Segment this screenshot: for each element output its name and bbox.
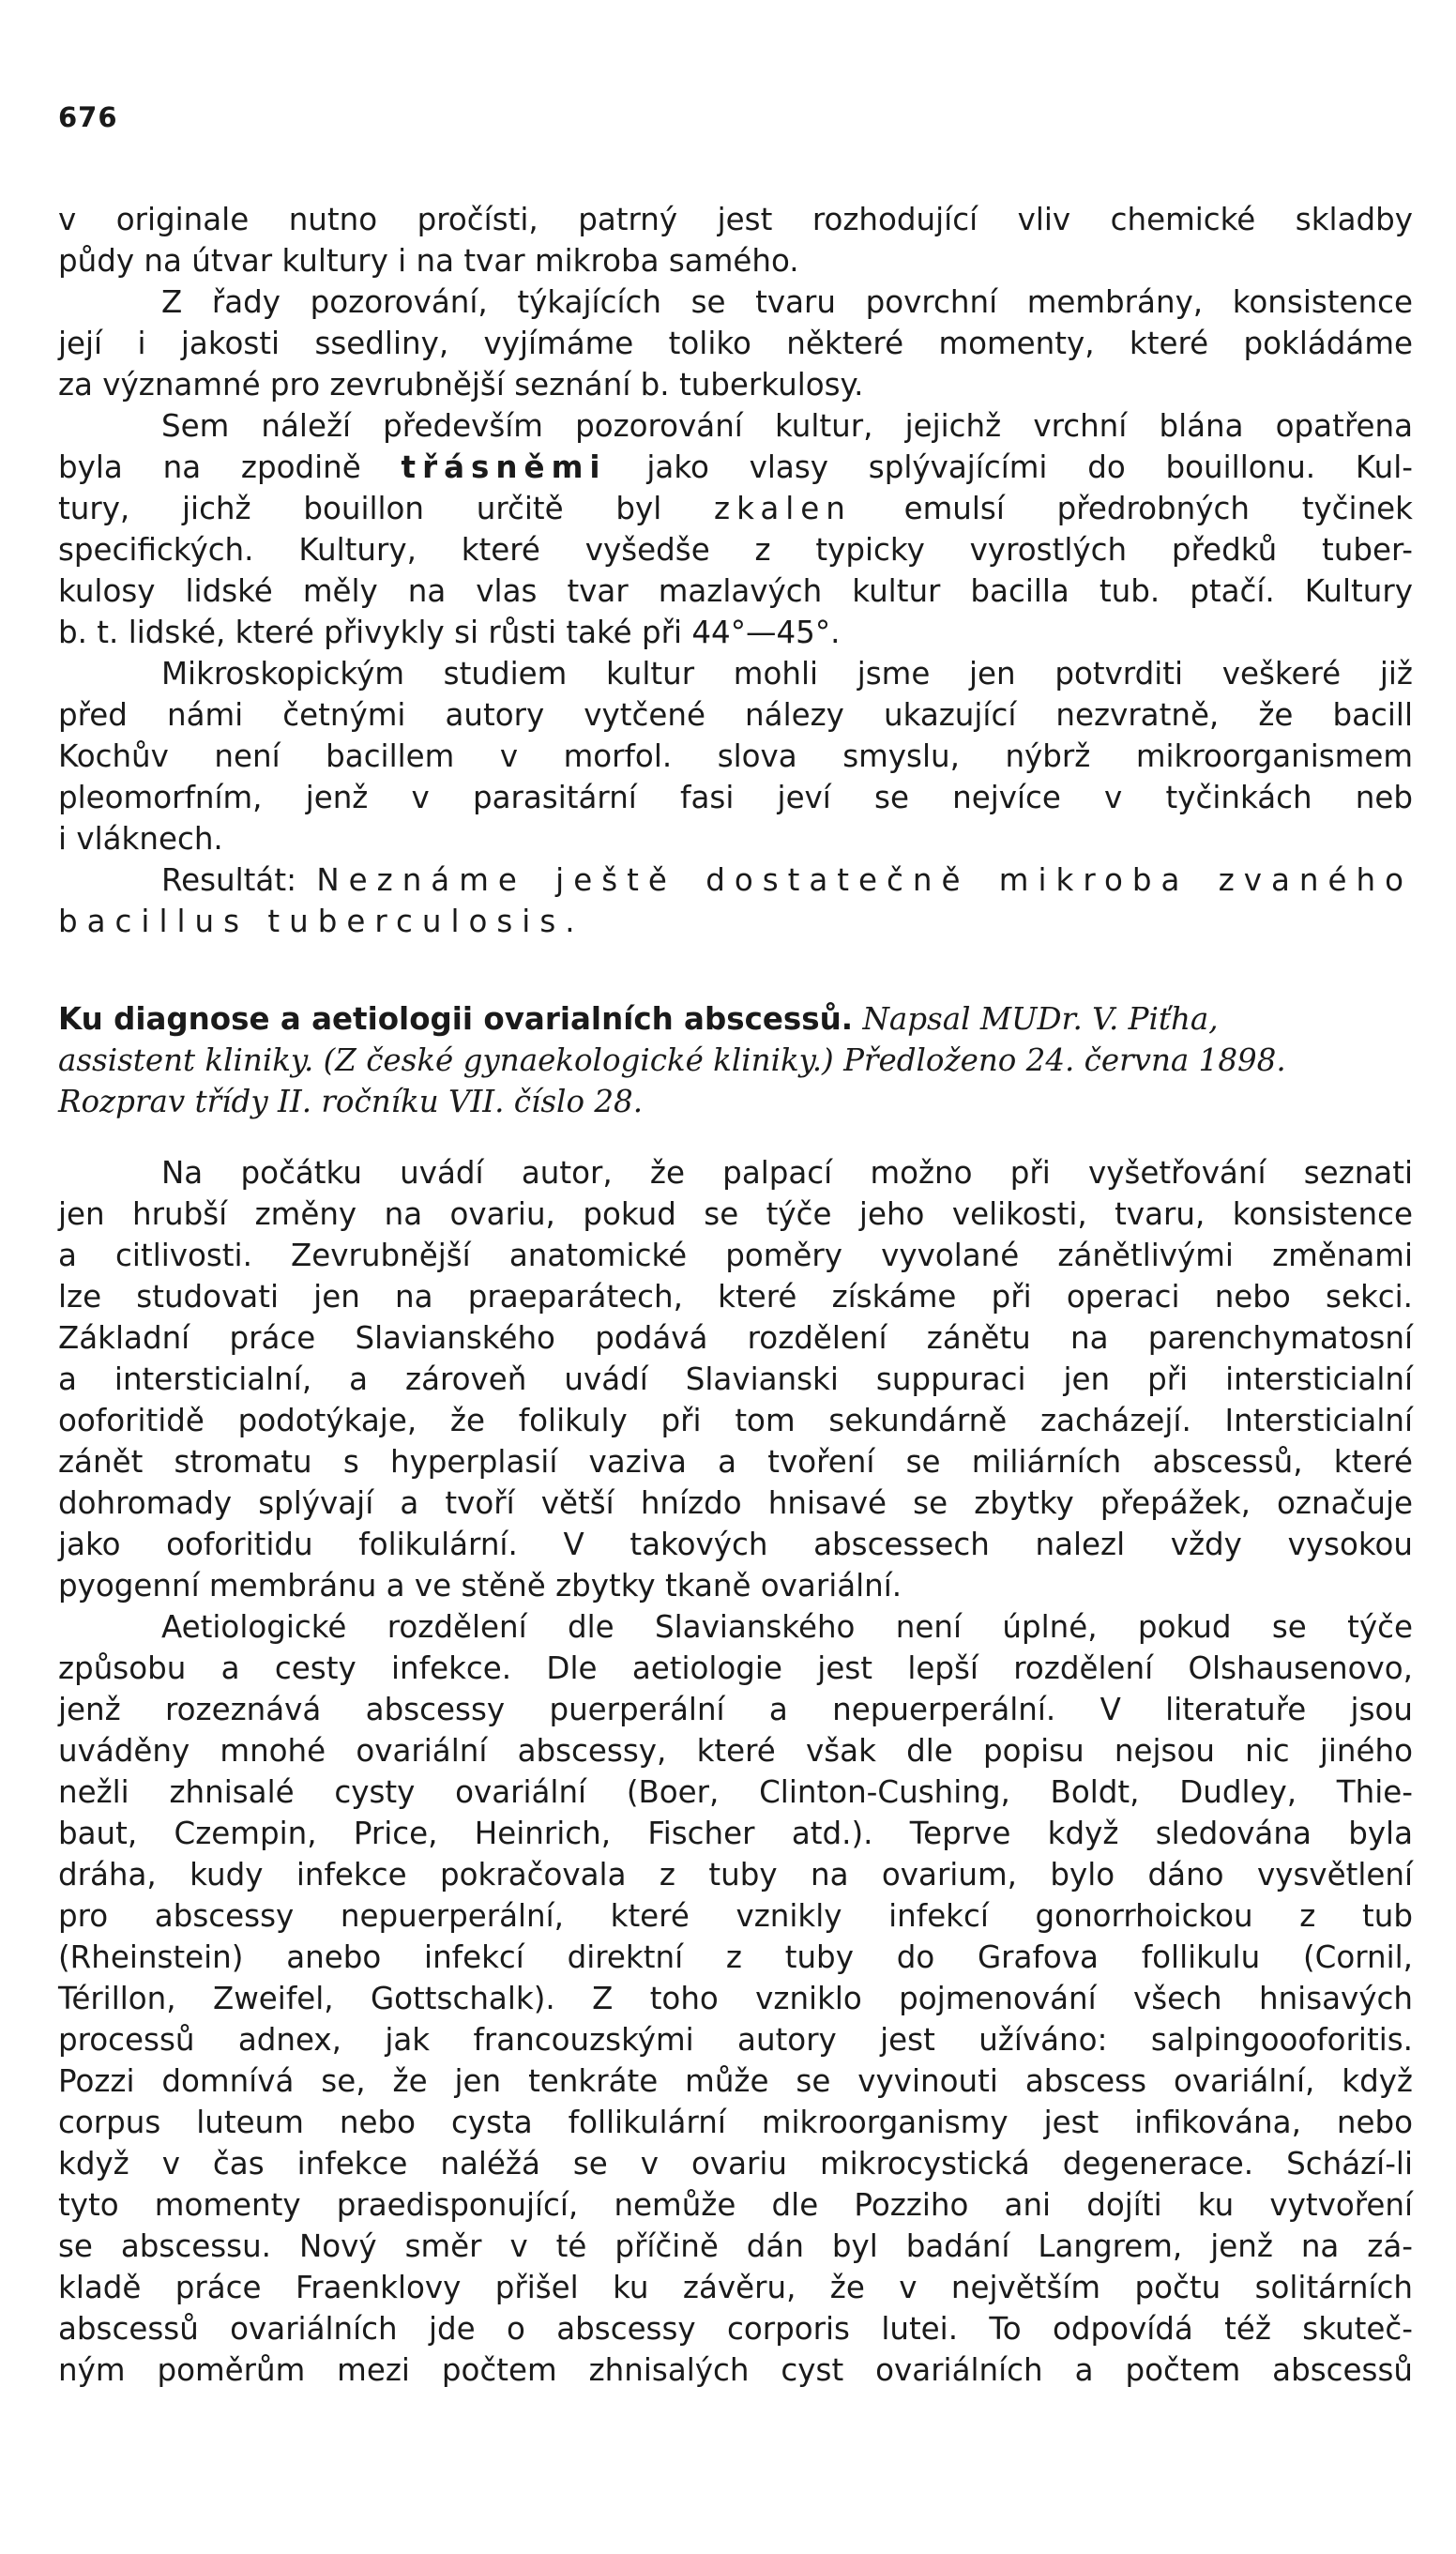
text-fragment: byla na zpodině [58,449,361,485]
text-line: nežli zhnisalé cysty ovariální (Boer, Clinton-Cushing, Boldt, Dudley, Thie- [58,1774,1413,1810]
article-header [58,998,1413,1122]
article-title-line [58,998,1413,1040]
text-fragment: tury, jichž bouillon určitě byl [58,491,662,526]
text-line: jenž rozeznává abscessy puerperální a nepuerperální. V literatuře jsou [58,1692,1413,1727]
text-line [58,488,1413,529]
emphasis-spaced: Neznáme ještě dostatečně mikroba zvaného [316,862,1413,898]
text-line: způsobu a cesty infekce. Dle aetiologie jest lepší rozdělení Olshausenovo, [58,1650,1413,1686]
text-line: abscessů ovariálních jde o abscessy corporis lutei. To odpovídá též skuteč- [58,2311,1413,2347]
text-line: zánět stromatu s hyperplasií vaziva a tvoření se miliárních abscessů, které [58,1444,1413,1480]
text-line: tyto momenty praedisponující, nemůže dle Pozziho ani dojíti ku vytvoření [58,2187,1413,2223]
article-byline: Napsal MUDr. V. Piťha, [862,1001,1219,1037]
text-fragment: emulsí předrobných tyčinek [903,491,1413,526]
text-line: Aetiologické rozdělení dle Slavianského není úplné, pokud se týče [161,1609,1413,1645]
emphasis-spaced: zkalen [714,491,852,526]
text-line: půdy na útvar kultury i na tvar mikroba samého. [58,243,799,279]
text-line: jako ooforitidu folikulární. V takových abscessech nalezl vždy vysokou [58,1527,1413,1562]
text-fragment: jako vlasy splývajícími do bouillonu. Kul- [646,449,1413,485]
text-line: když v čas infekce naléžá se v ovariu mikrocystická degenerace. Schází-li [58,2146,1413,2182]
text-line: její i jakosti ssedliny, vyjímáme toliko některé momenty, které pokládáme [58,326,1413,361]
result-line [58,859,1413,901]
text-line: Mikroskopickým studiem kultur mohli jsme jen potvrditi veškeré již [161,656,1413,692]
text-line: pyogenní membránu a ve stěně zbytky tkaně ovariální. [58,1568,902,1604]
emphasis-spaced: třásněmi [401,449,607,485]
text-line [58,447,1413,488]
text-line: (Rheinstein) anebo infekcí direktní z tuby do Grafova follikulu (Cornil, [58,1939,1413,1975]
article-title: Ku diagnose a aetiologii ovarialních abscessů. [58,1001,854,1037]
text-line: dohromady splývají a tvoří větší hnízdo hnisavé se zbytky přepážek, označuje [58,1485,1413,1521]
text-line: b. t. lidské, které přivykly si růsti také při 44°—45°. [58,615,841,650]
result-line: bacillus tuberculosis. [58,904,584,939]
text-line: kladě práce Fraenklovy přišel ku závěru, že v největším počtu solitárních [58,2270,1413,2305]
text-line: specifických. Kultury, které vyšedše z typicky vyrostlých předků tuber- [58,532,1413,568]
page-number: 676 [58,101,118,133]
text-line: kulosy lidské měly na vlas tvar mazlavých kultur bacilla tub. ptačí. Kultury [58,573,1413,609]
text-line: ným poměrům mezi počtem zhnisalých cyst ovariálních a počtem abscessů [58,2352,1413,2388]
article-byline: assistent kliniky. (Z české gynaekologické kliniky.) Předloženo 24. června 1898. [58,1042,1286,1078]
text-line: baut, Czempin, Price, Heinrich, Fischer atd.). Teprve když sledována byla [58,1816,1413,1851]
text-line: Sem náleží především pozorování kultur, jejichž vrchní blána opatřena [161,408,1413,444]
text-line: Kochův není bacillem v morfol. slova smyslu, nýbrž mikroorganismem [58,738,1413,774]
section-tuberculosis [58,199,1413,942]
text-line: dráha, kudy infekce pokračovala z tuby na ovarium, bylo dáno vysvětlení [58,1857,1413,1893]
text-line: Na počátku uvádí autor, že palpací možno při vyšetřování seznati [161,1155,1413,1191]
text-line: a intersticialní, a zároveň uvádí Slavianski suppuraci jen při intersticialní [58,1361,1413,1397]
text-line: ooforitidě podotýkaje, že folikuly při tom sekundárně zacházejí. Intersticialní [58,1403,1413,1438]
text-line: pleomorfním, jenž v parasitární fasi jeví se nejvíce v tyčinkách neb [58,780,1413,815]
text-line: se abscessu. Nový směr v té příčině dán byl badání Langrem, jenž na zá- [58,2228,1413,2264]
text-line: Pozzi domnívá se, že jen tenkráte může se vyvinouti abscess ovariální, když [58,2063,1413,2099]
text-line: Z řady pozorování, týkajících se tvaru povrchní membrány, konsistence [161,284,1413,320]
text-line: jen hrubší změny na ovariu, pokud se týče jeho velikosti, tvaru, konsistence [58,1196,1413,1232]
text-line: v originale nutno pročísti, patrný jest rozhodující vliv chemické skladby [58,202,1413,237]
text-line: před námi četnými autory vytčené nálezy ukazující nezvratně, že bacill [58,697,1413,733]
text-line: i vláknech. [58,821,223,857]
text-line: uváděny mnohé ovariální abscessy, které však dle popisu nejsou nic jiného [58,1733,1413,1769]
text-line: lze studovati jen na praeparátech, které získáme při operaci nebo sekci. [58,1279,1413,1315]
result-label: Resultát: [161,862,297,898]
section-ovarial-abscess [58,1152,1413,2391]
text-line: a citlivosti. Zevrubnější anatomické poměry vyvolané zánětlivými změnami [58,1238,1413,1273]
text-line: corpus luteum nebo cysta follikulární mikroorganismy jest infikována, nebo [58,2105,1413,2140]
text-line: za významné pro zevrubnější seznání b. tuberkulosy. [58,367,864,403]
text-line: processů adnex, jak francouzskými autory jest užíváno: salpingoooforitis. [58,2022,1413,2058]
text-line: Základní práce Slavianského podává rozdělení zánětu na parenchymatosní [58,1320,1413,1356]
article-byline: Rozprav třídy II. ročníku VII. číslo 28. [58,1084,644,1119]
text-line: Térillon, Zweifel, Gottschalk). Z toho vzniklo pojmenování všech hnisavých [58,1981,1413,2016]
text-line: pro abscessy nepuerperální, které vznikly infekcí gonorrhoickou z tub [58,1898,1413,1934]
